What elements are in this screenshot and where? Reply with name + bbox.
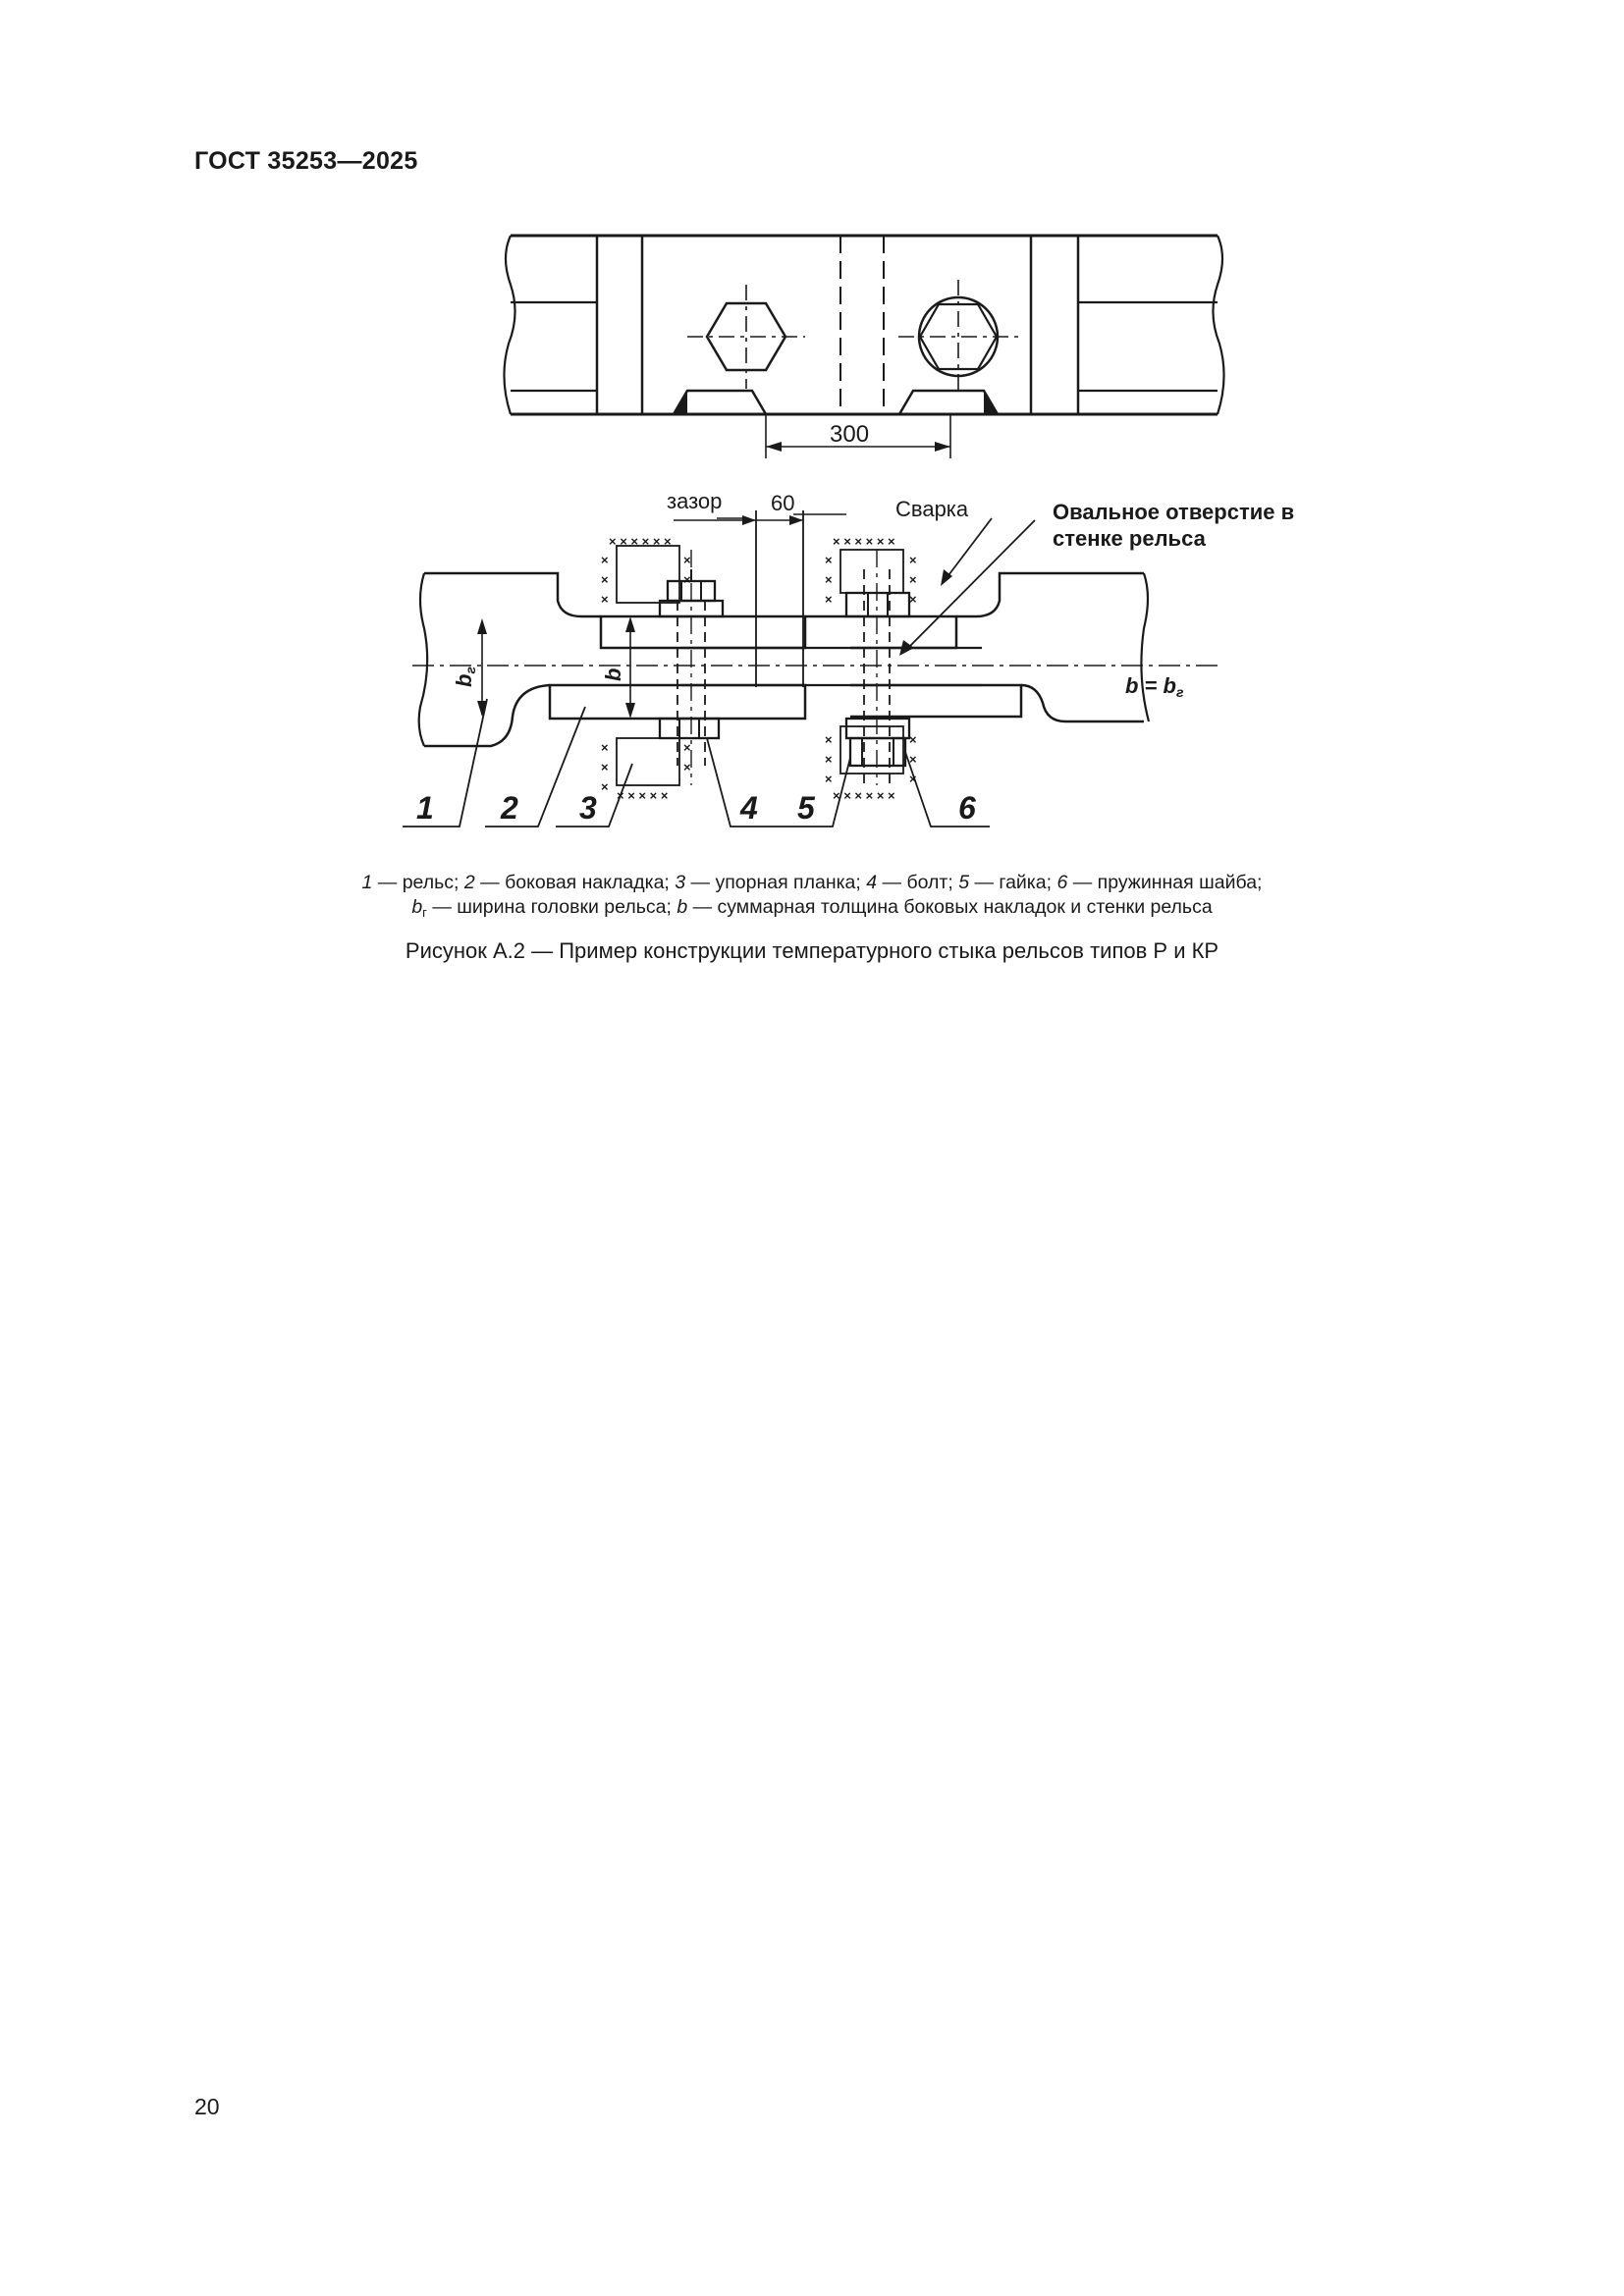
legend-text: — рельс; xyxy=(372,872,464,893)
svg-text:×: × xyxy=(909,553,917,567)
item-number-1: 1 xyxy=(416,790,434,826)
thickness-symbol: b xyxy=(601,667,625,681)
svg-text:×: × xyxy=(909,732,917,747)
item-number-5: 5 xyxy=(797,790,815,826)
svg-text:×: × xyxy=(601,779,609,794)
legend-num: 5 xyxy=(958,872,970,893)
svg-text:×: × xyxy=(601,760,609,774)
svg-text:×: × xyxy=(825,553,833,567)
svg-text:×: × xyxy=(909,572,917,587)
figure-a2 xyxy=(0,0,1624,883)
legend-text: — суммарная толщина боковых накладок и стенки рельса xyxy=(687,896,1213,918)
section-view xyxy=(403,510,1218,827)
page-number: 20 xyxy=(194,2094,220,2119)
svg-text:×: × xyxy=(825,752,833,767)
svg-text:×: × xyxy=(683,760,691,774)
document-header: ГОСТ 35253—2025 xyxy=(194,147,418,175)
svg-text:×: × xyxy=(909,592,917,607)
legend-num: 2 xyxy=(463,872,475,893)
svg-text:×: × xyxy=(909,772,917,786)
svg-text:×: × xyxy=(683,740,691,755)
item-number-3: 3 xyxy=(579,790,597,826)
legend-line-2 xyxy=(245,895,1379,925)
svg-text:× × × × × ×: × × × × × × xyxy=(833,788,895,803)
legend-text: — болт; xyxy=(877,872,959,893)
legend-symbol-sub: г xyxy=(422,905,427,920)
legend-symbol: b xyxy=(411,896,423,918)
svg-text:×: × xyxy=(683,553,691,567)
svg-text:× × × × ×: × × × × × xyxy=(617,788,669,803)
gap-dimension: 60 xyxy=(771,491,795,515)
legend-text: — упорная планка; xyxy=(685,872,867,893)
weld-crosses xyxy=(601,534,917,803)
legend-text: — гайка; xyxy=(969,872,1057,893)
head-width-symbol: bг xyxy=(452,667,478,687)
equation-label: b = bг xyxy=(1125,673,1184,700)
svg-text:×: × xyxy=(601,740,609,755)
svg-text:×: × xyxy=(825,772,833,786)
item-number-2: 2 xyxy=(501,790,518,826)
legend-text: — боковая накладка; xyxy=(474,872,676,893)
gap-label: зазор xyxy=(667,489,723,513)
svg-text:×: × xyxy=(825,572,833,587)
legend-line-1 xyxy=(245,871,1379,894)
legend-symbol: b xyxy=(677,896,688,918)
svg-text:×: × xyxy=(825,732,833,747)
svg-text:× × × × × ×: × × × × × × xyxy=(833,534,895,549)
figure-caption: Рисунок А.2 — Пример конструкции температурного стыка рельсов типов Р и КР xyxy=(405,938,1219,963)
dimension-300: 300 xyxy=(830,421,870,448)
oval-hole-label-line1: Овальное отверстие в xyxy=(1053,500,1295,524)
svg-text:×: × xyxy=(825,592,833,607)
svg-text:×: × xyxy=(601,572,609,587)
item-number-6: 6 xyxy=(958,790,976,826)
svg-text:×: × xyxy=(601,592,609,607)
item-number-4: 4 xyxy=(740,790,758,826)
legend-num: 4 xyxy=(866,872,878,893)
svg-text:×: × xyxy=(909,752,917,767)
legend-num: 6 xyxy=(1056,872,1068,893)
legend-num: 3 xyxy=(675,872,686,893)
legend-text: — пружинная шайба; xyxy=(1067,872,1263,893)
svg-text:×: × xyxy=(601,553,609,567)
legend-text: — ширина головки рельса; xyxy=(426,896,677,918)
svg-text:×: × xyxy=(683,572,691,587)
legend-num: 1 xyxy=(361,872,373,893)
svg-text:× × × × × ×: × × × × × × xyxy=(609,534,672,549)
oval-hole-label-line2: стенке рельса xyxy=(1053,526,1206,551)
weld-label: Сварка xyxy=(895,497,969,521)
